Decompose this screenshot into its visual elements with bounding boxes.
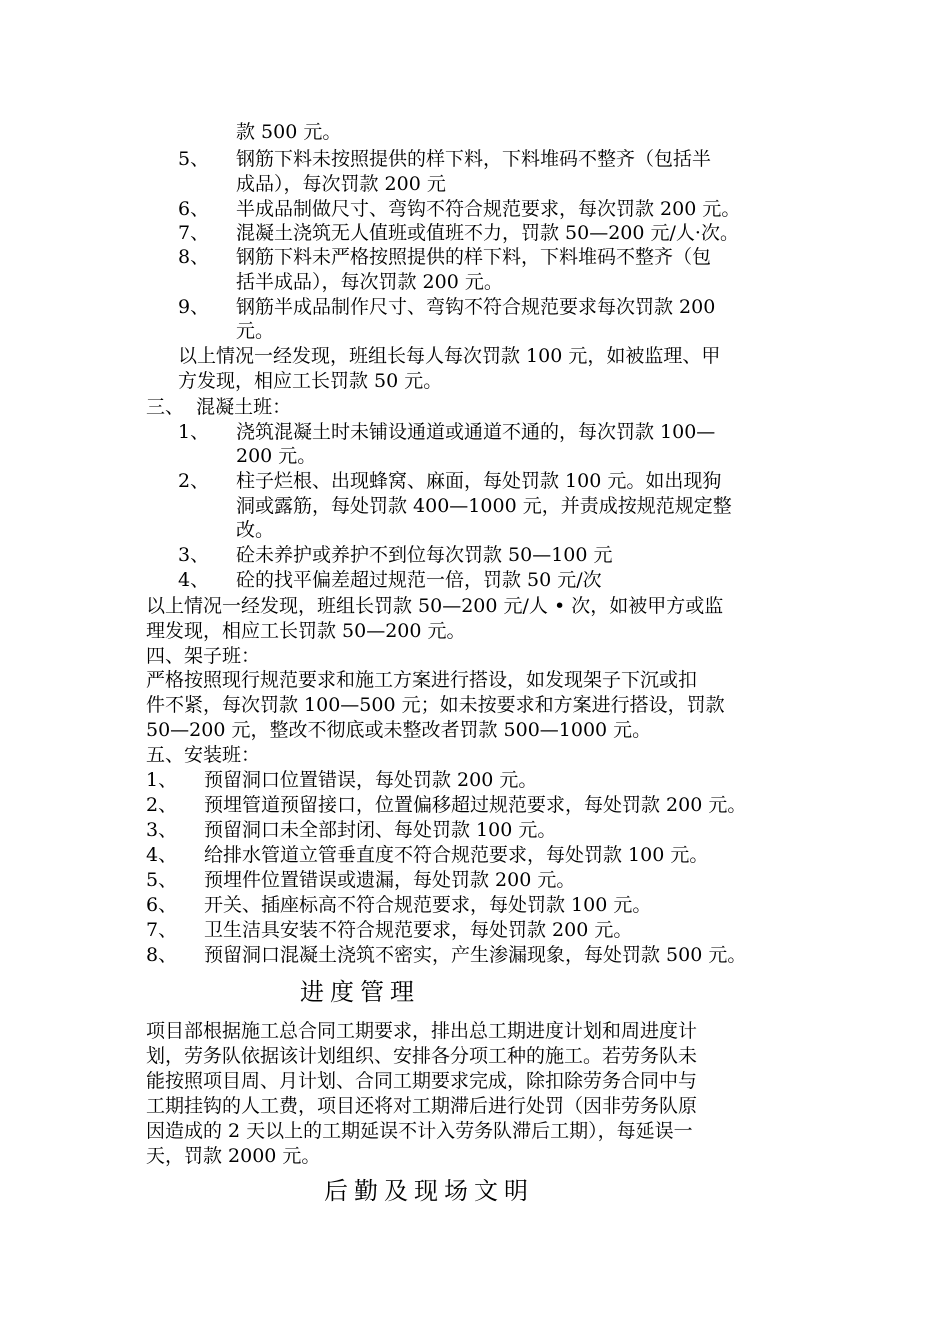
rebar-item7-line1: 混凝土浇筑无人值班或值班不力，罚款 50—200 元/人·次。	[236, 222, 739, 244]
concrete-summary-line1: 以上情况一经发现，班组长罚款 50—200 元/人 • 次，如被甲方或监	[146, 595, 724, 617]
concrete-item2-line3: 改。	[236, 519, 275, 541]
install-item-num: 6、	[146, 894, 178, 916]
rebar-item4-tail: 款 500 元。	[236, 121, 342, 143]
concrete-item2-num: 2、	[178, 470, 210, 492]
install-item-num: 3、	[146, 819, 178, 841]
rebar-summary-line2: 方发现，相应工长罚款 50 元。	[178, 370, 443, 392]
schedule-line: 能按照项目周、月计划、合同工期要求完成，除扣除劳务合同中与	[146, 1070, 698, 1092]
rebar-item9-num: 9、	[178, 296, 210, 318]
scaffold-line3: 50—200 元，整改不彻底或未整改者罚款 500—1000 元。	[146, 719, 652, 741]
install-item-text: 预留洞口位置错误，每处罚款 200 元。	[204, 769, 538, 791]
rebar-item5-line1: 钢筋下料未按照提供的样下料，下料堆码不整齐（包括半	[236, 148, 712, 170]
rebar-item6-num: 6、	[178, 198, 210, 220]
rebar-item8-line1: 钢筋下料未严格按照提供的样下料，下料堆码不整齐（包	[236, 246, 712, 268]
install-item-text: 预埋件位置错误或遗漏，每处罚款 200 元。	[204, 869, 576, 891]
concrete-item1-line2: 200 元。	[236, 445, 317, 467]
install-item-num: 5、	[146, 869, 178, 891]
concrete-title: 三、 混凝土班：	[146, 396, 292, 418]
scaffold-line2: 件不紧，每次罚款 100—500 元；如未按要求和方案进行搭设，罚款	[146, 694, 725, 716]
install-title: 五、安装班：	[146, 744, 261, 766]
install-item-num: 7、	[146, 919, 178, 941]
rebar-item9-line1: 钢筋半成品制作尺寸、弯钩不符合规范要求每次罚款 200	[236, 296, 716, 318]
concrete-item1-line1: 浇筑混凝土时未铺设通道或通道不通的，每次罚款 100—	[236, 421, 716, 443]
install-item-text: 卫生洁具安装不符合规范要求，每处罚款 200 元。	[204, 919, 633, 941]
schedule-line: 因造成的 2 天以上的工期延误不计入劳务队滞后工期），每延误一	[146, 1120, 693, 1142]
install-item-text: 预留洞口未全部封闭、每处罚款 100 元。	[204, 819, 557, 841]
schedule-heading: 进度管理	[300, 978, 420, 1006]
rebar-summary-line1: 以上情况一经发现，班组长每人每次罚款 100 元，如被监理、甲	[178, 345, 721, 367]
schedule-line: 工期挂钩的人工费，项目还将对工期滞后进行处罚（因非劳务队原	[146, 1095, 698, 1117]
rebar-item6-line1: 半成品制做尺寸、弯钩不符合规范要求，每次罚款 200 元。	[236, 198, 741, 220]
rebar-item9-line2: 元。	[236, 320, 275, 342]
concrete-item2-line1: 柱子烂根、出现蜂窝、麻面，每处罚款 100 元。如出现狗	[236, 470, 722, 492]
install-item-num: 2、	[146, 794, 178, 816]
rebar-item5-line2: 成品），每次罚款 200 元	[236, 173, 446, 195]
rebar-item5-num: 5、	[178, 148, 210, 170]
install-item-num: 8、	[146, 944, 178, 966]
logistics-heading: 后勤及现场文明	[324, 1177, 534, 1205]
concrete-summary-line2: 理发现，相应工长罚款 50—200 元。	[146, 620, 466, 642]
install-item-num: 4、	[146, 844, 178, 866]
install-item-text: 预埋管道预留接口，位置偏移超过规范要求，每处罚款 200 元。	[204, 794, 747, 816]
concrete-item1-num: 1、	[178, 421, 210, 443]
rebar-item8-line2: 括半成品），每次罚款 200 元。	[236, 271, 503, 293]
install-item-text: 预留洞口混凝土浇筑不密实，产生渗漏现象，每处罚款 500 元。	[204, 944, 747, 966]
install-item-num: 1、	[146, 769, 178, 791]
concrete-item4-line1: 砼的找平偏差超过规范一倍，罚款 50 元/次	[236, 569, 602, 591]
concrete-item3-line1: 砼未养护或养护不到位每次罚款 50—100 元	[236, 544, 613, 566]
concrete-item3-num: 3、	[178, 544, 210, 566]
install-item-text: 给排水管道立管垂直度不符合规范要求，每处罚款 100 元。	[204, 844, 709, 866]
concrete-item4-num: 4、	[178, 569, 210, 591]
schedule-line: 项目部根据施工总合同工期要求，排出总工期进度计划和周进度计	[146, 1020, 698, 1042]
rebar-item7-num: 7、	[178, 222, 210, 244]
scaffold-title: 四、架子班：	[146, 645, 261, 667]
concrete-item2-line2: 洞或露筋，每处罚款 400—1000 元，并责成按规范规定整	[236, 495, 732, 517]
schedule-line: 天，罚款 2000 元。	[146, 1145, 321, 1167]
schedule-line: 划，劳务队依据该计划组织、安排各分项工种的施工。若劳务队未	[146, 1045, 698, 1067]
scaffold-line1: 严格按照现行规范要求和施工方案进行搭设，如发现架子下沉或扣	[146, 669, 698, 691]
install-item-text: 开关、插座标高不符合规范要求，每处罚款 100 元。	[204, 894, 652, 916]
rebar-item8-num: 8、	[178, 246, 210, 268]
